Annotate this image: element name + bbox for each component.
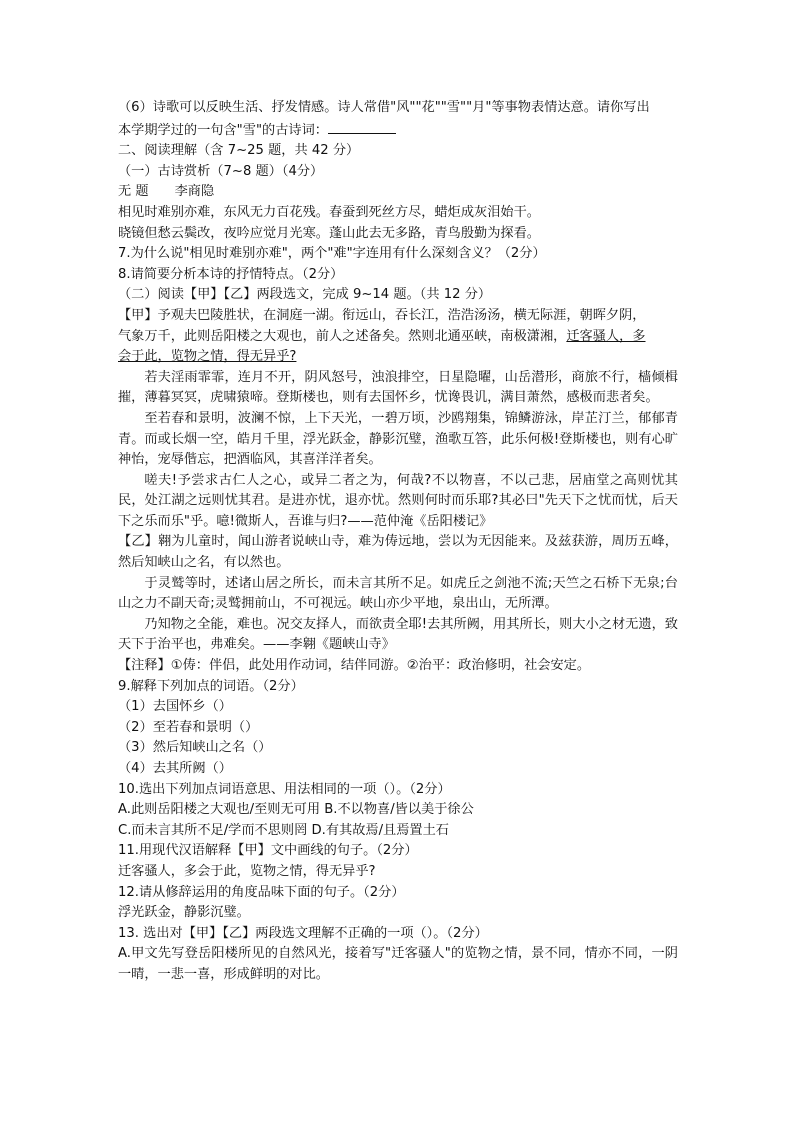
poem-title: 无 题: [118, 184, 149, 200]
question-7: 7.为什么说"相见时难别亦难"，两个"难"字连用有什么深刻含义？（2分）: [118, 246, 546, 262]
jia-para-4: 嗟夫!予尝求古仁人之心，或异二者之为，何哉?不以物喜，不以己悲，居庙堂之高则忧其民，处江湖之远则忧其君。是进亦忧，退亦忧。然则何时而乐耶?其必曰"先天下之忧而忧，后天下之乐而乐"乎。噫!微斯人，吾谁与归?——范仲淹《岳阳楼记》: [118, 472, 678, 529]
annotation-note: 【注释】①俦：伴侣，此处用作动词，结伴同游。②治平：政治修明，社会安定。: [118, 658, 591, 674]
underlined-sentence-end: 会于此，览物之情，得无异乎?: [118, 349, 297, 365]
poem-author: 李商隐: [174, 184, 215, 200]
question-10-options-ab: A.此则岳阳楼之大观也/至则无可用 B.不以物喜/皆以美于徐公: [118, 802, 474, 818]
underlined-sentence-start: 迁客骚人，多: [566, 328, 646, 344]
question-8: 8.请简要分析本诗的抒情特点。（2分）: [118, 266, 344, 282]
question-9-item: （1）去国怀乡（）: [118, 699, 232, 715]
yi-para-3: 乃知物之全能，难也。况交友择人，而欲责全耶!去其所阙，用其所长，则大小之材无遗，致天下于治平也，弗难矣。——李翱《题峡山寺》: [118, 616, 678, 653]
question-13-stem: 13. 选出对【甲】【乙】两段选文理解不正确的一项（）。（2分）: [118, 925, 488, 941]
jia-para-1-line-1: 【甲】予观夫巴陵胜状，在洞庭一湖。衔远山，吞长江，浩浩汤汤，横无际涯，朝晖夕阴，: [118, 307, 646, 323]
part-2-title: （二）阅读【甲】【乙】两段选文，完成 9~14 题。（共 12 分）: [118, 287, 492, 303]
question-12-stem: 12.请从修辞运用的角度品味下面的句子。（2分）: [118, 884, 405, 900]
question-9-item: （4）去其所阙（）: [118, 761, 232, 776]
poem-heading: [118, 182, 678, 203]
question-6-line-2: [118, 119, 678, 142]
jia-para-1-line-2: [118, 327, 678, 348]
answer-blank[interactable]: [328, 119, 396, 134]
question-9-stem: 9.解释下列加点的词语。（2分）: [118, 678, 304, 694]
yi-para-2: 于灵鹫等时，述诸山居之所长，而未言其所不足。如虎丘之剑池不流;天竺之石桥下无泉;台山之力不副天奇;灵鹫拥前山，不可视远。峡山亦少平地，泉出山，无所潭。: [118, 575, 678, 612]
question-6-line-1: （6）诗歌可以反映生活、抒发情感。诗人常借"风""花""雪""月"等事物表情达意。请你写出: [118, 100, 650, 115]
question-9-item: （2）至若春和景明（）: [118, 719, 259, 735]
question-9-item: （3）然后知峡山之名（）: [118, 740, 272, 756]
yi-para-1: 【乙】翱为儿童时，闻山游者说峡山寺，难为俦远地，尝以为无因能来。及兹获游，周历五峰，然后知峡山之名，有以然也。: [118, 534, 678, 571]
question-12-sentence: 浮光跃金，静影沉璧。: [118, 905, 250, 921]
poem-line-2: 晓镜但愁云鬓改，夜吟应觉月光寒。蓬山此去无多路，青鸟殷勤为探看。: [118, 225, 540, 241]
part-1-title: （一）古诗赏析（7~8 题）（4分）: [118, 163, 324, 179]
document-page: [118, 98, 678, 986]
question-11-sentence: 迁客骚人，多会于此，览物之情，得无异乎?: [118, 863, 376, 879]
question-13-option-a: A.甲文先写登岳阳楼所见的自然风光，接着写"迁客骚人"的览物之情，景不同，情亦不同，一阴一晴，一悲一喜，形成鲜明的对比。: [118, 946, 678, 982]
section-2-title: 二、阅读理解（含 7~25 题，共 42 分）: [118, 143, 360, 159]
question-10-options-cd: C.而未言其所不足/学而不思则罔 D.有其故焉/且焉置土石: [118, 822, 449, 838]
question-10-stem: 10.选出下列加点词语意思、用法相同的一项（）。（2分）: [118, 781, 451, 797]
question-11-stem: 11.用现代汉语解释【甲】文中画线的句子。（2分）: [118, 843, 418, 859]
jia-para-3: 至若春和景明，波澜不惊，上下天光，一碧万顷，沙鸥翔集，锦鳞游泳，岸芷汀兰，郁郁青青。而或长烟一空，皓月千里，浮光跃金，静影沉璧，渔歌互答，此乐何极!登斯楼也，则有心旷神怡，宠辱偕忘，把酒临风，其喜洋洋者矣。: [118, 410, 678, 468]
poem-line-1: 相见时难别亦难，东风无力百花残。春蚕到死丝方尽，蜡炬成灰泪始干。: [118, 204, 540, 220]
jia-para-2: 若夫淫雨霏霏，连月不开，阴风怒号，浊浪排空，日星隐曜，山岳潜形，商旅不行，樯倾楫摧，薄暮冥冥，虎啸猿啼。登斯楼也，则有去国怀乡，忧谗畏讥，满目萧然，感极而悲者矣。: [118, 369, 678, 406]
jia-text: 气象万千，此则岳阳楼之大观也，前人之述备矣。然则北通巫峡，南极潇湘，: [118, 328, 567, 344]
question-6-prompt: 本学期学过的一句含"雪"的古诗词：: [118, 122, 328, 138]
